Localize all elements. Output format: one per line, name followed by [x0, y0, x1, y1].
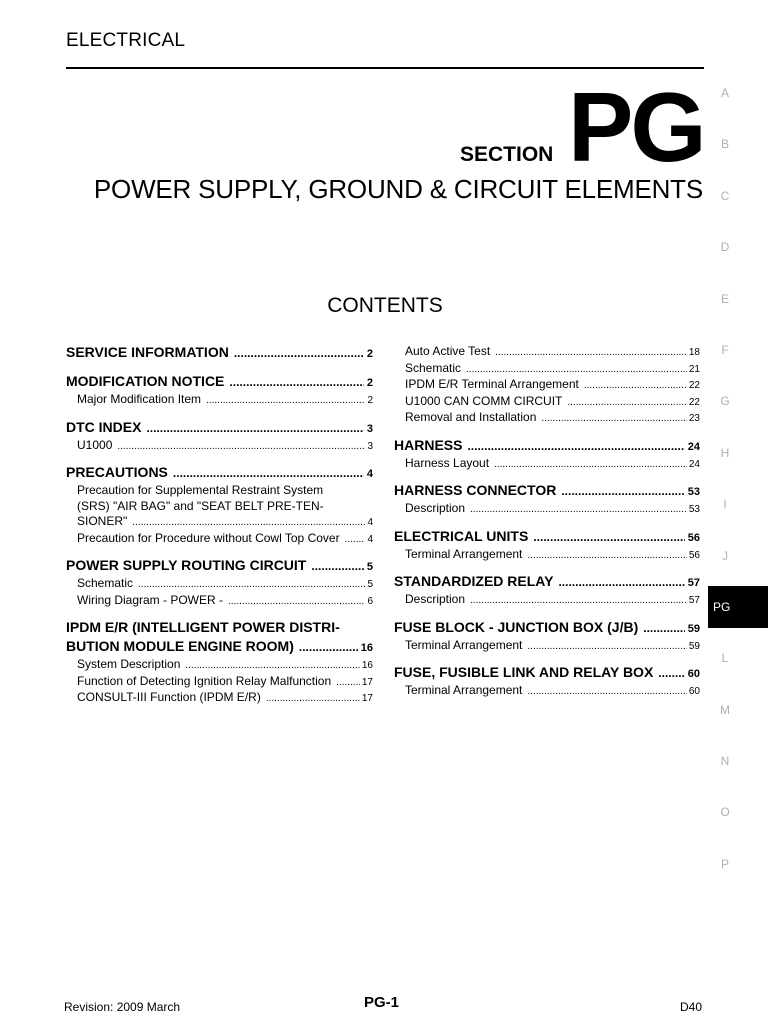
toc-subentry-page: 17: [361, 676, 373, 688]
toc-subentry-title: Schematic: [77, 576, 134, 590]
toc-subentry-title-line-3: SIONER": [77, 514, 128, 528]
side-index-letter[interactable]: N: [720, 754, 730, 769]
leader-dots: [229, 374, 363, 391]
toc-entry-page: 57: [687, 577, 700, 589]
toc-subentry-page: 6: [367, 595, 373, 607]
section-title: POWER SUPPLY, GROUND & CIRCUIT ELEMENTS: [93, 174, 703, 204]
toc-subentry-title: U1000 CAN COMM CIRCUIT: [405, 393, 563, 408]
leader-dots: [495, 345, 687, 361]
toc-subentry-schematic[interactable]: [405, 361, 700, 378]
toc-subentry-page: 22: [688, 380, 700, 391]
toc-subentry-page: 57: [688, 595, 700, 606]
toc-entry-title: DTC INDEX: [66, 418, 142, 435]
header-title: ELECTRICAL: [66, 30, 186, 51]
side-index-letter[interactable]: L: [721, 651, 729, 666]
leader-dots: [345, 532, 366, 548]
toc-entry-page: 16: [360, 642, 373, 654]
toc-subentry-title: Terminal Arrangement: [405, 683, 523, 697]
side-index-letter[interactable]: G: [720, 394, 730, 409]
toc-right-column: [394, 344, 700, 700]
toc-entry-title: MODIFICATION NOTICE: [66, 373, 225, 389]
toc-subentry-system-description[interactable]: [77, 657, 373, 674]
contents-title: CONTENTS: [327, 294, 443, 317]
toc-subentry-title: Major Modification Item: [77, 392, 202, 406]
toc-subentry-title: U1000: [77, 437, 113, 452]
toc-subentry-srs-precaution[interactable]: [77, 483, 373, 531]
toc-entry-page: 3: [366, 422, 373, 435]
leader-dots: [467, 438, 684, 455]
header-rule: [66, 67, 704, 69]
toc-subentry-title: Function of Detecting Ignition Relay Malfunction: [77, 673, 332, 688]
toc-subentry-page: 4: [367, 533, 373, 545]
toc-entry-page: 60: [687, 668, 700, 680]
toc-entry-power-supply-routing[interactable]: [66, 557, 373, 576]
toc-entry-page: 4: [366, 468, 373, 480]
leader-dots: [527, 639, 686, 655]
leader-dots: [185, 658, 360, 674]
leader-dots: [132, 515, 365, 531]
section-code: PG: [568, 72, 704, 182]
side-index-active-tab[interactable]: PG: [708, 586, 768, 628]
toc-subentry-title: Description: [405, 592, 466, 606]
side-index-letter[interactable]: B: [720, 137, 729, 152]
toc-entry-modification-notice[interactable]: [66, 373, 373, 392]
toc-subentry-u1000-can[interactable]: [405, 394, 700, 411]
toc-subentry-title: Precaution for Procedure without Cowl Top Cover: [77, 530, 340, 545]
leader-dots: [138, 577, 365, 593]
toc-subentry-title: CONSULT-III Function (IPDM E/R): [77, 690, 261, 704]
side-index-letter[interactable]: D: [720, 240, 730, 255]
toc-subentry-description[interactable]: [405, 592, 700, 609]
leader-dots: [311, 558, 364, 575]
leader-dots: [558, 574, 684, 591]
toc-entry-page: 56: [687, 531, 700, 544]
leader-dots: [228, 594, 365, 610]
toc-subentry-terminal-arrangement[interactable]: [405, 638, 700, 655]
toc-subentry-title: IPDM E/R Terminal Arrangement: [405, 377, 579, 391]
leader-dots: [336, 675, 360, 691]
leader-dots: [234, 345, 364, 362]
toc-subentry-title: Terminal Arrangement: [405, 637, 523, 652]
toc-subentry-title-line-2: (SRS) "AIR BAG" and "SEAT BELT PRE-TEN-: [77, 498, 324, 513]
leader-dots: [658, 665, 684, 682]
toc-subentry-page: 59: [688, 640, 700, 652]
side-index-letter[interactable]: P: [720, 856, 729, 871]
toc-entry-fuse-block[interactable]: [394, 619, 700, 638]
toc-entry-page: 5: [366, 561, 373, 573]
leader-dots: [533, 529, 684, 546]
toc-entry-title: HARNESS: [394, 436, 463, 453]
toc-entry-standardized-relay[interactable]: [394, 573, 700, 592]
leader-dots: [527, 684, 686, 700]
leader-dots: [494, 457, 687, 473]
leader-dots: [584, 378, 687, 394]
toc-subentry-title: Terminal Arrangement: [405, 546, 523, 561]
toc-subentry-major-modification-item[interactable]: [77, 392, 373, 409]
leader-dots: [567, 395, 687, 411]
toc-subentry-page: 16: [361, 660, 373, 671]
toc-subentry-page: 4: [367, 517, 373, 528]
leader-dots: [117, 439, 365, 455]
leader-dots: [146, 420, 363, 437]
toc-entry-service-information[interactable]: [66, 344, 373, 363]
side-index-letter[interactable]: O: [720, 805, 730, 820]
toc-subentry-page: 5: [367, 579, 373, 590]
toc-entry-harness-connector[interactable]: [394, 482, 700, 501]
toc-subentry-title: System Description: [77, 657, 181, 671]
toc-entry-title: SERVICE INFORMATION: [66, 344, 229, 360]
toc-entry-page: 59: [687, 622, 700, 635]
toc-entry-title: PRECAUTIONS: [66, 464, 168, 480]
toc-entry-page: 24: [687, 440, 700, 453]
side-index-letter[interactable]: M: [720, 702, 730, 717]
toc-entry-precautions[interactable]: [66, 464, 373, 483]
leader-dots: [527, 548, 686, 564]
side-index-letter[interactable]: F: [721, 342, 729, 357]
footer-model: D40: [680, 1000, 703, 1014]
leader-dots: [561, 483, 684, 500]
toc-entry-page: 2: [366, 348, 373, 360]
toc-entry-page: 53: [687, 486, 700, 498]
toc-entry-title-line-2: BUTION MODULE ENGINE ROOM): [66, 638, 294, 654]
side-index: [709, 86, 741, 908]
side-index-letter[interactable]: I: [723, 497, 727, 512]
toc-subentry-page: 2: [367, 395, 373, 406]
toc-left-column: [66, 344, 373, 707]
side-index-letter[interactable]: H: [720, 445, 730, 460]
section-label: SECTION: [460, 143, 554, 166]
leader-dots: [206, 393, 365, 409]
toc-subentry-consult[interactable]: [77, 690, 373, 707]
footer-revision: Revision: 2009 March: [64, 1000, 181, 1014]
toc-subentry-title: Harness Layout: [405, 455, 490, 470]
toc-entry-title-line-1: IPDM E/R (INTELLIGENT POWER DISTRI-: [66, 619, 340, 635]
toc-entry-title: FUSE BLOCK - JUNCTION BOX (J/B): [394, 618, 639, 635]
toc-subentry-title: Description: [405, 501, 466, 515]
toc-subentry-schematic[interactable]: [77, 576, 373, 593]
toc-entry-title: ELECTRICAL UNITS: [394, 527, 529, 544]
leader-dots: [541, 411, 686, 427]
toc-subentry-page: 22: [688, 396, 700, 408]
toc-entry-title: STANDARDIZED RELAY: [394, 573, 554, 589]
toc-entry-title: FUSE, FUSIBLE LINK AND RELAY BOX: [394, 664, 654, 680]
toc-subentry-harness-layout[interactable]: [405, 456, 700, 473]
toc-subentry-terminal-arrangement[interactable]: [405, 683, 700, 700]
leader-dots: [266, 691, 360, 707]
toc-entry-ipdm[interactable]: [66, 619, 373, 657]
toc-subentry-page: 23: [688, 413, 700, 424]
toc-subentry-terminal-arrangement[interactable]: [405, 547, 700, 564]
toc-subentry-title: Removal and Installation: [405, 410, 537, 424]
toc-subentry-title: Schematic: [405, 360, 462, 375]
toc-entry-title: HARNESS CONNECTOR: [394, 482, 557, 498]
toc-entry-electrical-units[interactable]: [394, 528, 700, 547]
toc-subentry-wiring-diagram[interactable]: [77, 593, 373, 610]
footer-page-number: PG-1: [364, 994, 400, 1011]
toc-subentry-title: Wiring Diagram - POWER -: [77, 592, 224, 607]
toc-entry-title: POWER SUPPLY ROUTING CIRCUIT: [66, 557, 307, 573]
toc-subentry-page: 17: [361, 693, 373, 704]
toc-subentry-page: 24: [688, 458, 700, 470]
toc-entry-dtc-index[interactable]: [66, 419, 373, 438]
side-index-letter[interactable]: A: [720, 86, 729, 100]
toc-entry-page: 2: [366, 377, 373, 389]
toc-subentry-page: 3: [367, 440, 373, 452]
leader-dots: [470, 502, 687, 518]
toc-subentry-page: 18: [688, 347, 700, 358]
toc-subentry-cowl-top-cover[interactable]: [77, 531, 373, 548]
leader-dots: [466, 362, 687, 378]
toc-entry-harness[interactable]: [394, 437, 700, 456]
leader-dots: [470, 593, 687, 609]
toc-subentry-title-line-1: Precaution for Supplemental Restraint System: [77, 483, 324, 497]
leader-dots: [173, 465, 364, 482]
toc-subentry-auto-active-test[interactable]: [405, 344, 700, 361]
leader-dots: [299, 639, 358, 656]
toc-subentry-title: Auto Active Test: [405, 344, 491, 358]
toc-subentry-description[interactable]: [405, 501, 700, 518]
toc-subentry-ipdm-terminal[interactable]: [405, 377, 700, 394]
side-index-letter[interactable]: E: [720, 291, 729, 306]
toc-subentry-page: 21: [688, 363, 700, 375]
leader-dots: [643, 620, 685, 637]
toc-subentry-page: 60: [688, 686, 700, 697]
toc-subentry-page: 53: [688, 504, 700, 515]
side-index-letter[interactable]: C: [720, 188, 730, 203]
toc-subentry-ignition-relay[interactable]: [77, 674, 373, 691]
toc-subentry-page: 56: [688, 549, 700, 561]
toc-entry-fuse-fusible-link[interactable]: [394, 664, 700, 683]
toc-subentry-u1000[interactable]: [77, 438, 373, 455]
toc-subentry-removal[interactable]: [405, 410, 700, 427]
side-index-letter[interactable]: J: [722, 548, 728, 563]
